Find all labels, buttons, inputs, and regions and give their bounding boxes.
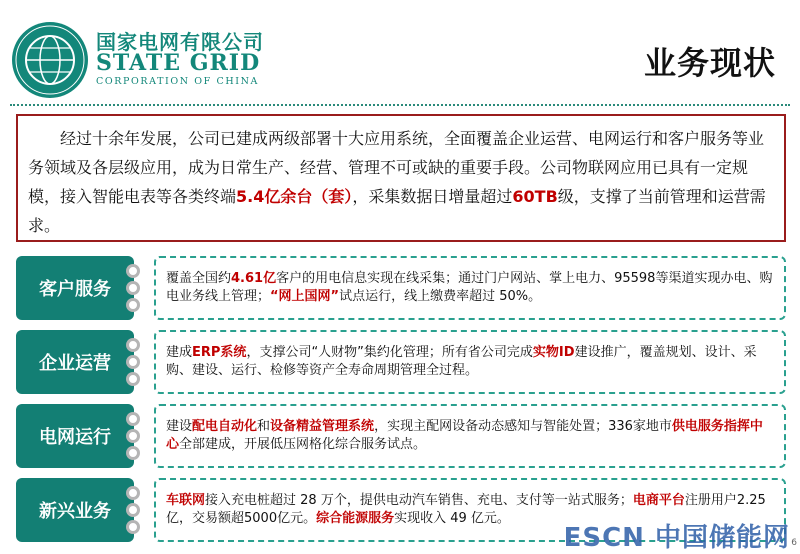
row-customer-service bbox=[16, 256, 786, 320]
brand-name-en: STATE GRID bbox=[96, 50, 261, 76]
intro-text-3: 级，支撑了当前管理和运营需求。 bbox=[28, 187, 766, 235]
intro-highlight-data: 60TB bbox=[512, 187, 558, 206]
watermark: ESCN 中国储能网 bbox=[563, 523, 790, 553]
intro-box bbox=[16, 114, 786, 242]
category-label: 电网运行 bbox=[16, 404, 134, 468]
category-label: 企业运营 bbox=[16, 330, 134, 394]
binder-rings bbox=[126, 486, 150, 536]
row-description: 建设配电自动化和设备精益管理系统，实现主配网设备动态感知与智能处置；336家地市供电服务指挥中心全部建成，开展低压网格化综合服务试点。 bbox=[154, 404, 786, 468]
page-title: 业务现状 bbox=[643, 44, 776, 82]
row-description: 建成ERP系统，支撑公司“人财物”集约化管理；所有省公司完成实物ID建设推广，覆盖规划、设计、采购、建设、运行、检修等资产全寿命周期管理全过程。 bbox=[154, 330, 786, 394]
row-grid-operation bbox=[16, 404, 786, 468]
header bbox=[0, 0, 800, 100]
brand-name-cn: 国家电网有限公司 bbox=[96, 30, 264, 54]
state-grid-logo bbox=[12, 22, 88, 98]
binder-rings bbox=[126, 264, 150, 314]
globe-icon bbox=[12, 22, 88, 98]
binder-rings bbox=[126, 412, 150, 462]
row-description: 覆盖全国约4.61亿客户的用电信息实现在线采集；通过门户网站、掌上电力、95598等渠道实现办电、购电业务线上管理；“网上国网”试点运行，线上缴费率超过 50%。 bbox=[154, 256, 786, 320]
binder-rings bbox=[126, 338, 150, 388]
row-enterprise-operation bbox=[16, 330, 786, 394]
header-divider bbox=[10, 104, 790, 106]
brand-subtitle: CORPORATION OF CHINA bbox=[96, 76, 259, 87]
category-label: 新兴业务 bbox=[16, 478, 134, 542]
page-number: 6 bbox=[791, 538, 797, 548]
intro-highlight-terminals: 5.4亿余台（套） bbox=[236, 187, 353, 206]
intro-text-1: 经过十余年发展，公司已建成两级部署十大应用系统，全面覆盖企业运营、电网运行和客户服务等业务领域及各层级应用，成为日常生产、经营、管理不可或缺的重要手段。公司物联网应用已具有一定规模，接入智能电表等各类终端 bbox=[28, 129, 765, 206]
category-label: 客户服务 bbox=[16, 256, 134, 320]
row-description: 车联网接入充电桩超过 28 万个，提供电动汽车销售、充电、支付等一站式服务；电商平台注册用户2.25亿，交易额超5000亿元。综合能源服务实现收入 49 亿元。 bbox=[154, 478, 786, 542]
intro-text-2: ，采集数据日增量超过 bbox=[352, 187, 513, 206]
